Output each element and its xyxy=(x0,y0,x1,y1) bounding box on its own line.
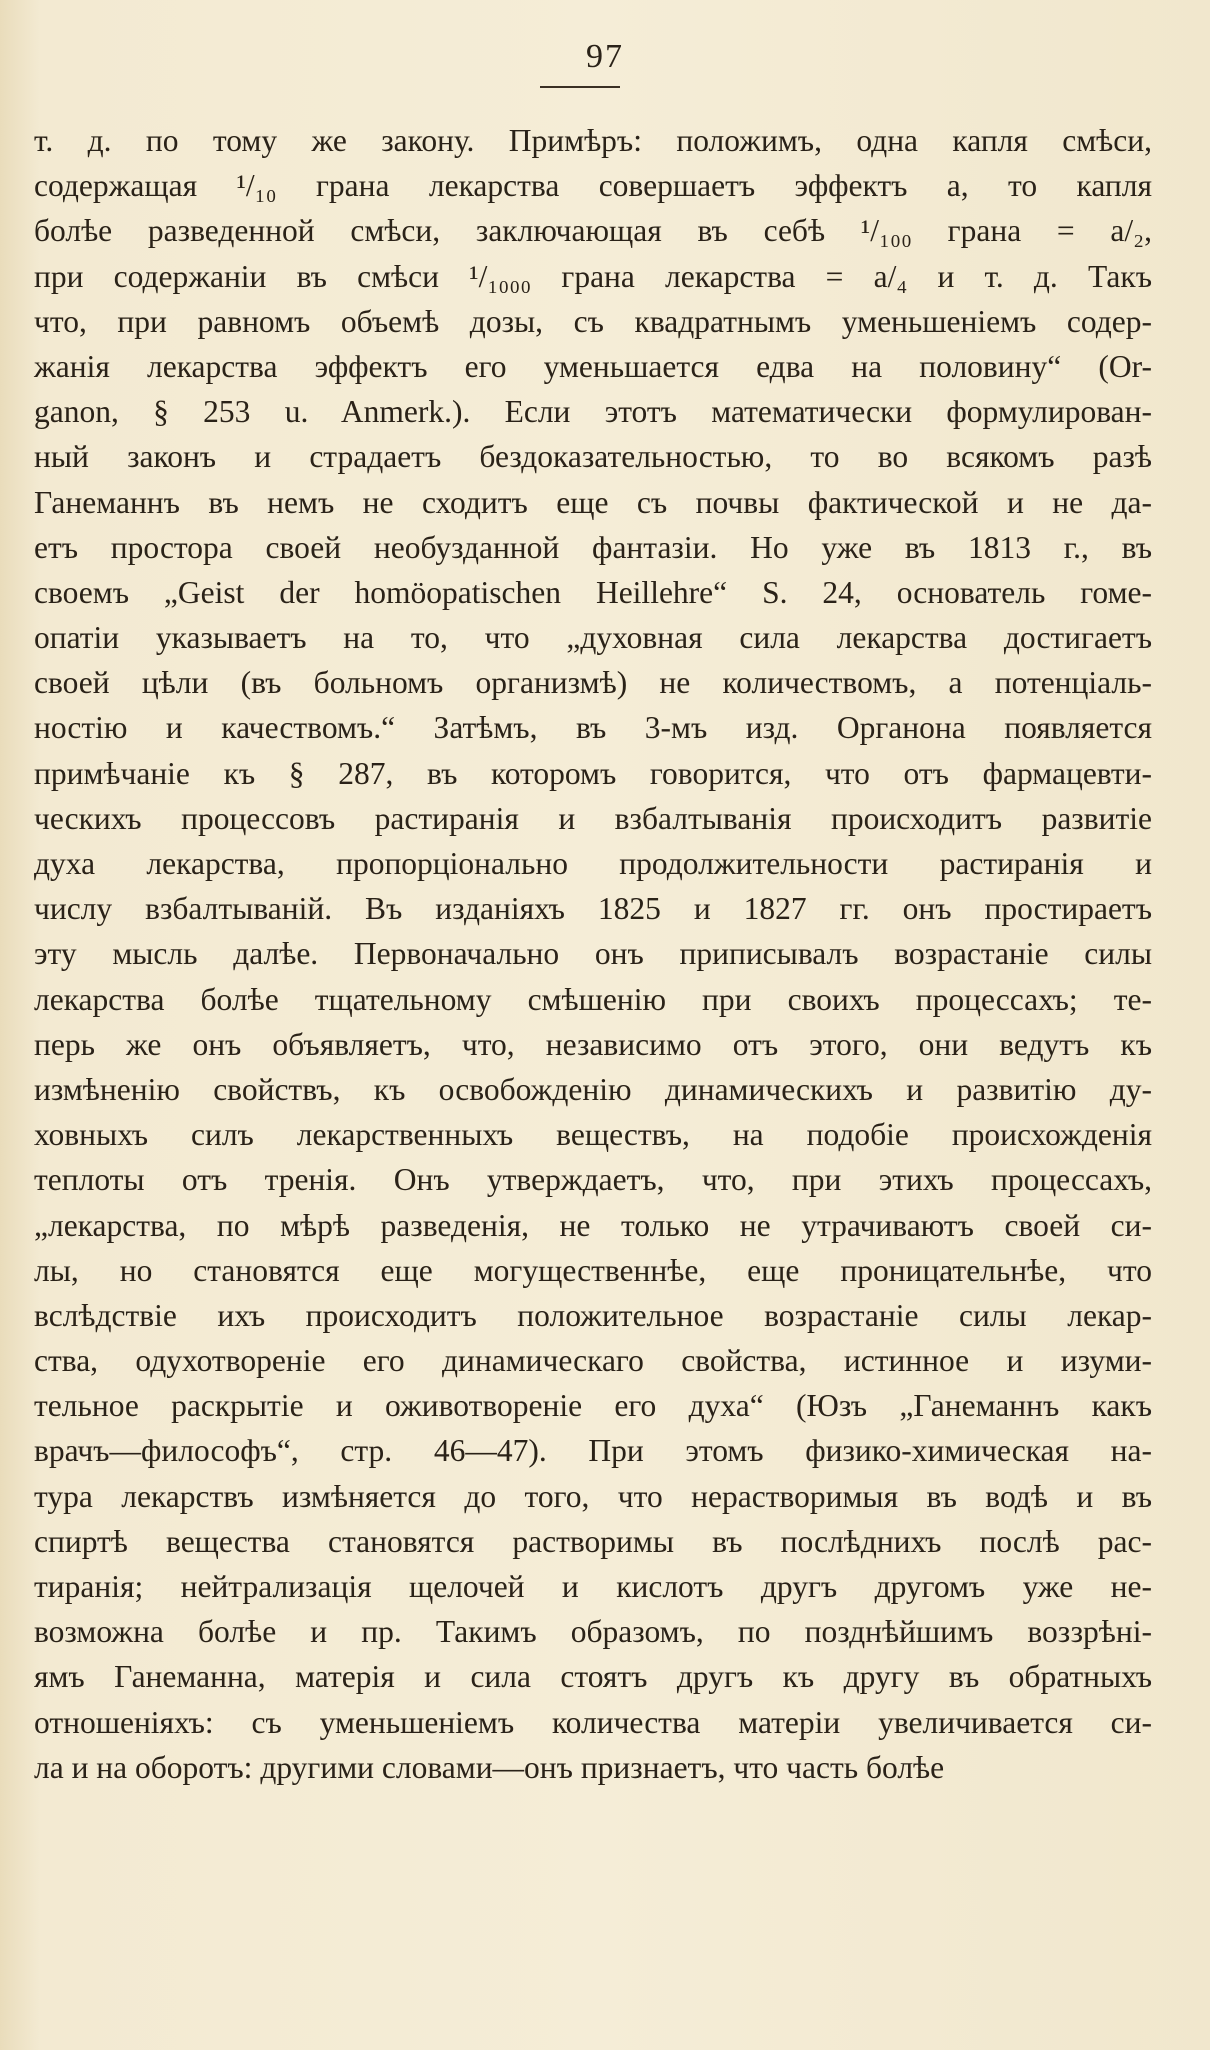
text-line: примѣчаніе къ § 287, въ которомъ говорится, что отъ фармацевти- xyxy=(34,755,1152,791)
text-line: вслѣдствіе ихъ происходитъ положительное возрастаніе силы лекар- xyxy=(34,1297,1152,1333)
text-line: Ганеманнъ въ немъ не сходитъ еще съ почвы фактической и не да- xyxy=(34,484,1152,520)
text-line: тельное раскрытіе и оживотвореніе его духа“ (Юзъ „Ганеманнъ какъ xyxy=(34,1388,1152,1424)
text-line: эту мысль далѣе. Первоначально онъ приписывалъ возрастаніе силы xyxy=(34,936,1152,972)
text-line: ный законъ и страдаетъ бездоказательностью, то во всякомъ разѣ xyxy=(34,439,1152,475)
text-line: спиртѣ вещества становятся растворимы въ послѣднихъ послѣ рас- xyxy=(34,1523,1152,1559)
text-line: что, при равномъ объемѣ дозы, съ квадратнымъ уменьшеніемъ содер- xyxy=(34,303,1152,339)
text-line: „лекарства, по мѣрѣ разведенія, не только не утрачиваютъ своей си- xyxy=(34,1207,1152,1243)
page-number-rule xyxy=(540,86,620,88)
text-line: лы, но становятся еще могущественнѣе, еще проницательнѣе, что xyxy=(34,1252,1152,1288)
text-line: врачъ—философъ“, стр. 46—47). При этомъ физико-химическая на- xyxy=(34,1433,1152,1469)
text-line: ямъ Ганеманна, матерія и сила стоятъ другъ къ другу въ обратныхъ xyxy=(34,1659,1152,1695)
text-line: ностію и качествомъ.“ Затѣмъ, въ 3-мъ изд. Органона появляется xyxy=(34,710,1152,746)
text-line: ховныхъ силъ лекарственныхъ веществъ, на подобіе происхожденія xyxy=(34,1117,1152,1153)
text-line: тиранія; нейтрализація щелочей и кислотъ другъ другомъ уже не- xyxy=(34,1569,1152,1604)
text-line: т. д. по тому же закону. Примѣръ: положимъ, одна капля смѣси, xyxy=(34,123,1152,158)
text-line: духа лекарства, пропорціонально продолжительности растиранія и xyxy=(34,846,1152,881)
text-line: ства, одухотвореніе его динамическаго свойства, истинное и изуми- xyxy=(34,1343,1152,1379)
text-line: своемъ „Geist der homöopatischen Heillehre“ S. 24, основатель гоме- xyxy=(34,574,1152,610)
text-line: отношеніяхъ: съ уменьшеніемъ количества матеріи увеличивается си- xyxy=(34,1704,1152,1740)
text-line: содержащая ¹/₁₀ грана лекарства совершаетъ эффектъ a, то капля xyxy=(34,168,1152,204)
text-line: теплоты отъ тренія. Онъ утверждаетъ, что, при этихъ процессахъ, xyxy=(34,1162,1152,1198)
text-line: числу взбалтываній. Въ изданіяхъ 1825 и 1827 гг. онъ простираетъ xyxy=(34,891,1152,927)
text-line: ла и на оборотъ: другими словами—онъ признаетъ, что часть болѣе xyxy=(34,1749,945,1785)
body-text xyxy=(34,118,1152,1790)
text-line: при содержаніи въ смѣси ¹/₁₀₀₀ грана лекарства = a/₄ и т. д. Такъ xyxy=(34,258,1152,294)
text-line: тура лекарствъ измѣняется до того, что нерастворимыя въ водѣ и въ xyxy=(34,1478,1152,1514)
text-line: измѣненію свойствъ, къ освобожденію динамическихъ и развитію ду- xyxy=(34,1071,1152,1107)
text-line: лекарства болѣе тщательному смѣшенію при своихъ процессахъ; те- xyxy=(34,981,1152,1017)
text-line: ческихъ процессовъ растиранія и взбалтыванія происходитъ развитіе xyxy=(34,800,1152,836)
text-line: жанія лекарства эффектъ его уменьшается едва на половину“ (Or- xyxy=(34,348,1152,384)
text-line: болѣе разведенной смѣси, заключающая въ себѣ ¹/₁₀₀ грана = a/₂, xyxy=(34,213,1152,249)
text-line: перь же онъ объявляетъ, что, независимо отъ этого, они ведутъ къ xyxy=(34,1026,1152,1062)
page-number: 97 xyxy=(586,38,624,75)
text-line: возможна болѣе и пр. Такимъ образомъ, по позднѣйшимъ воззрѣні- xyxy=(34,1614,1152,1650)
text-line: ganon, § 253 u. Anmerk.). Если этотъ математически формулирован- xyxy=(34,394,1152,430)
text-line: етъ простора своей необузданной фантазіи. Но уже въ 1813 г., въ xyxy=(34,529,1152,565)
text-line: своей цѣли (въ больномъ организмѣ) не количествомъ, а потенціаль- xyxy=(34,665,1152,701)
text-line: опатіи указываетъ на то, что „духовная сила лекарства достигаетъ xyxy=(34,620,1152,656)
